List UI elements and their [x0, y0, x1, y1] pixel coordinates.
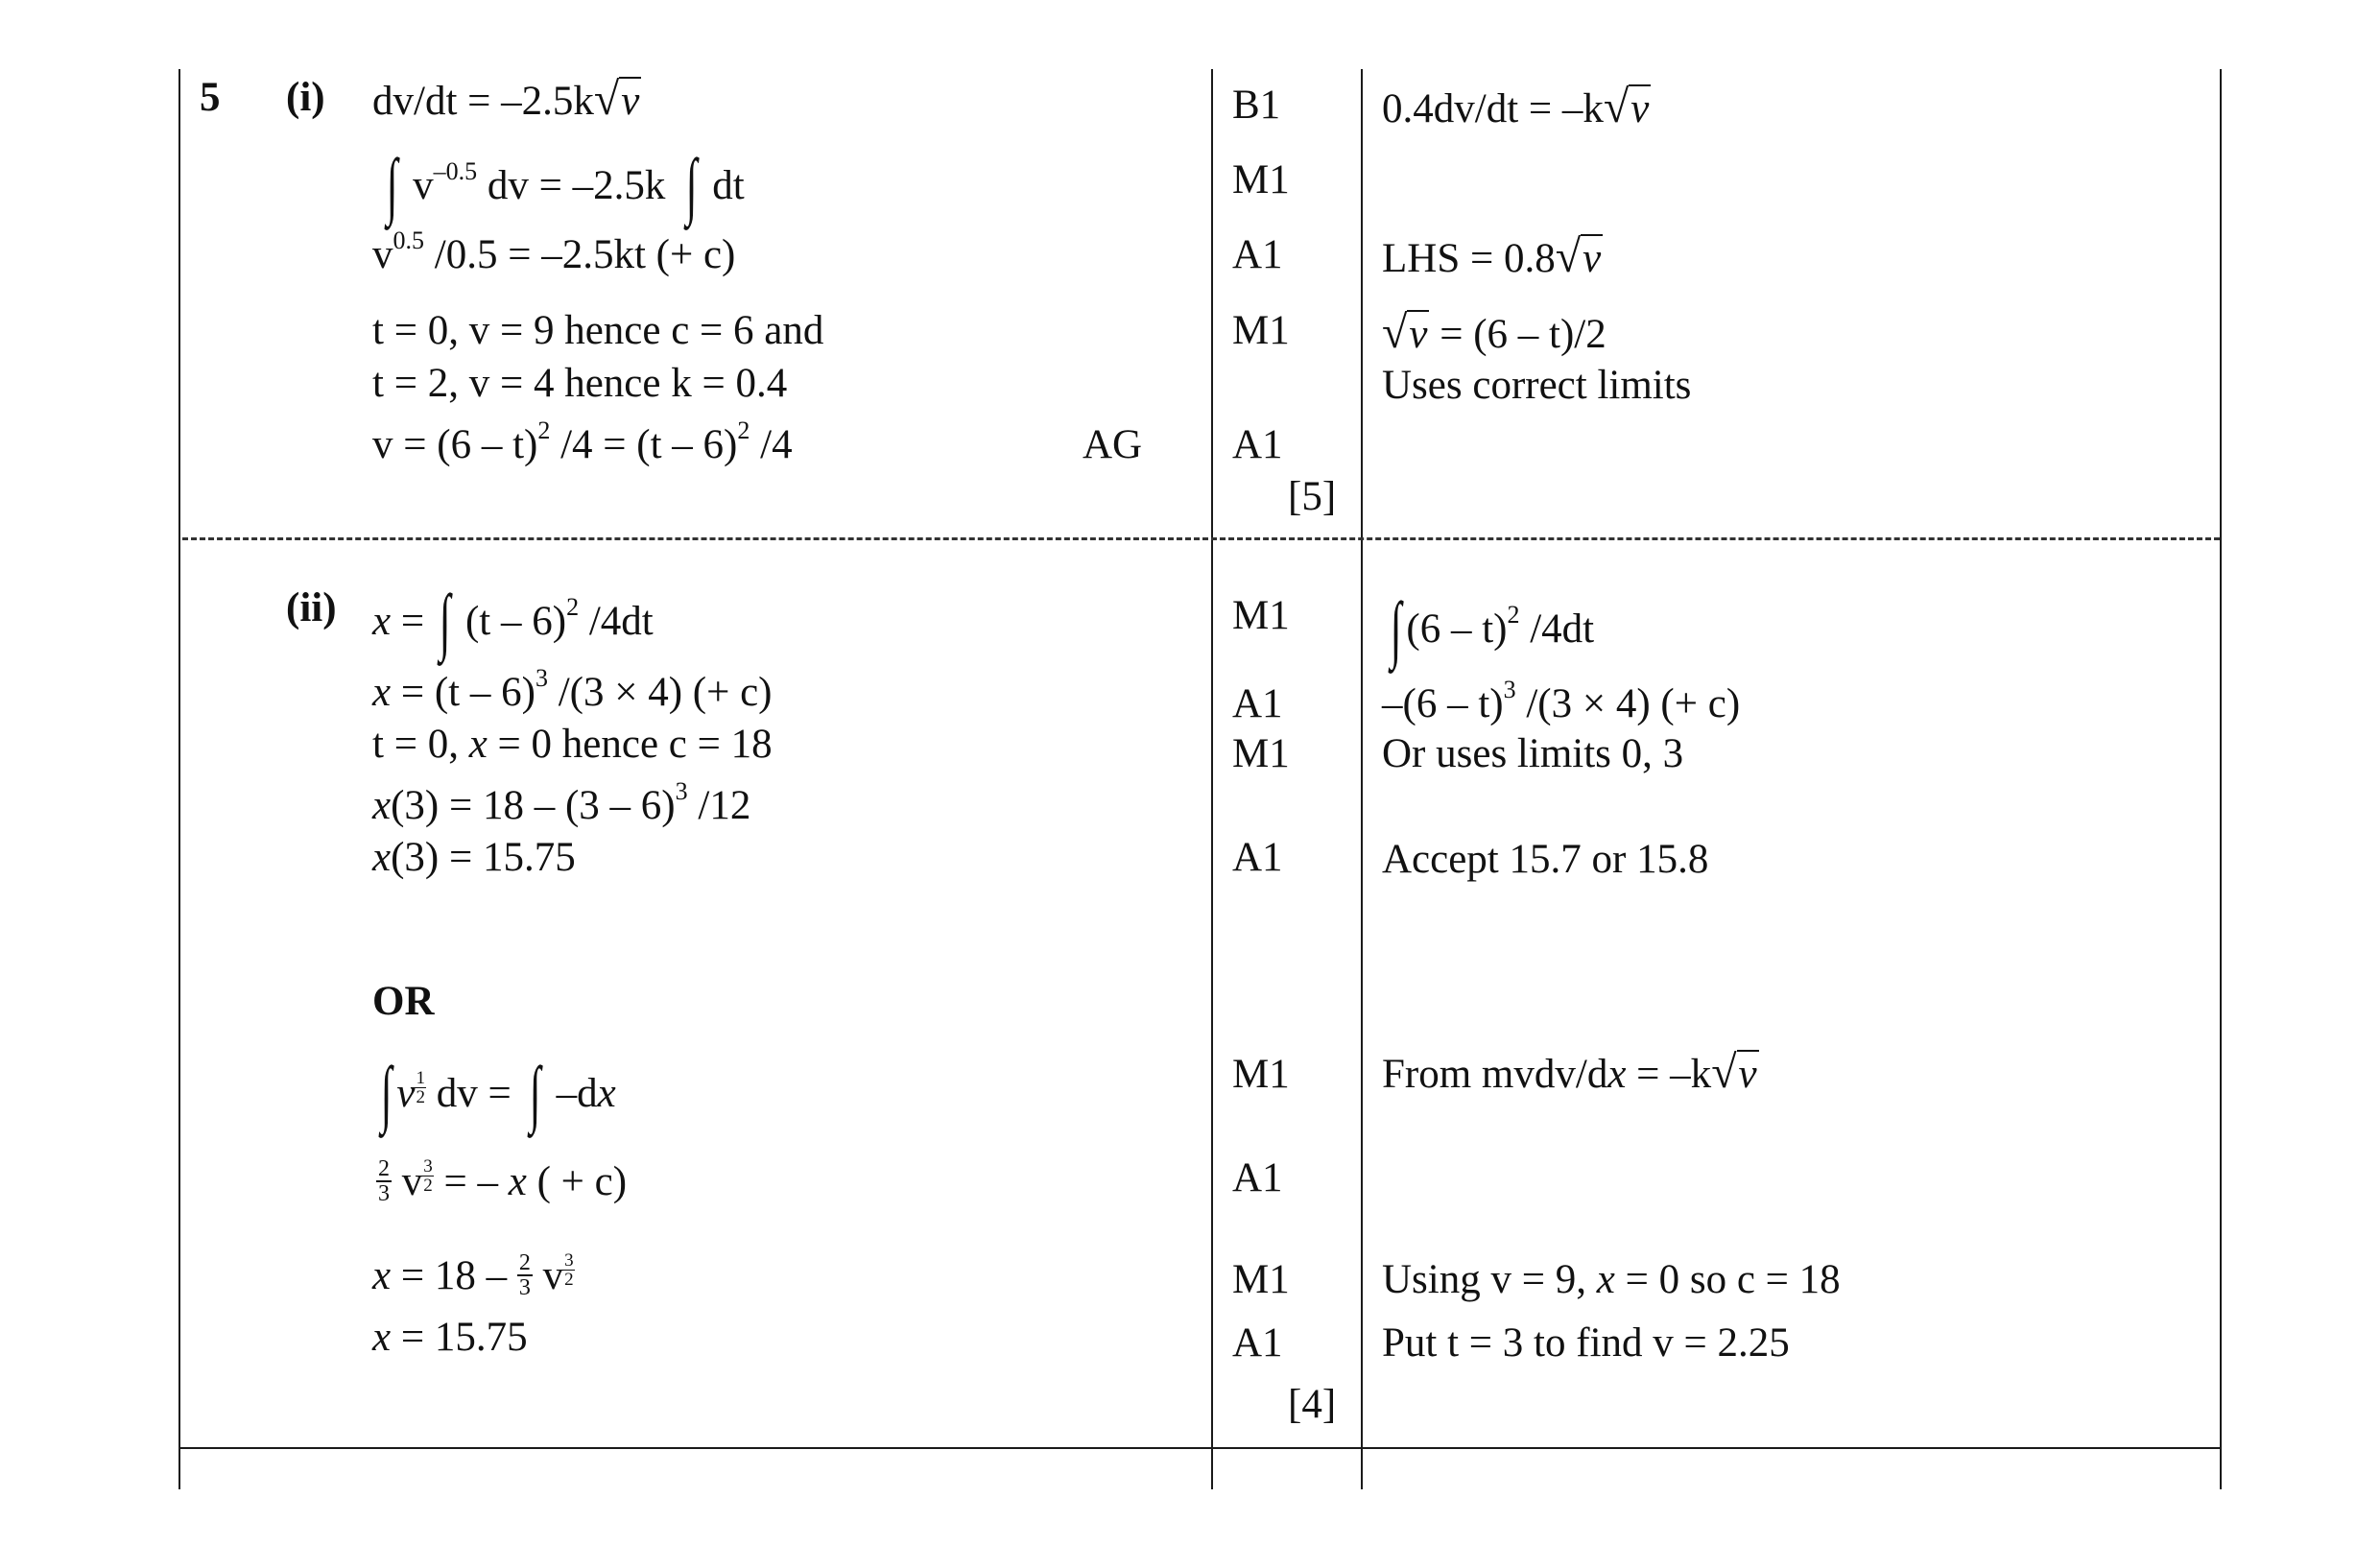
part-i-label: (i)	[286, 75, 325, 120]
part-divider	[182, 537, 2220, 540]
integral-symbol: ∫	[380, 1051, 393, 1134]
or-label: OR	[372, 979, 435, 1024]
answer-line: $v^{0.5}$ /0.5 = –2.5kt (+ c)	[372, 226, 736, 277]
mark: A1	[1232, 1320, 1283, 1366]
answer-line: x = 15.75	[372, 1315, 528, 1360]
mark: M1	[1232, 157, 1290, 202]
answer-line: t = 2, v = 4 hence k = 0.4	[372, 361, 788, 406]
bottom-rule	[178, 1447, 2222, 1449]
integral-symbol: ∫	[439, 579, 451, 662]
part-ii-total: [4]	[1288, 1382, 1337, 1427]
coefficient-fraction: $\frac{2}{3}$	[378, 1156, 390, 1207]
part-i-total: [5]	[1288, 474, 1337, 519]
guidance-line: Put t = 3 to find v = 2.25	[1382, 1320, 1790, 1366]
coefficient-fraction: $\frac{2}{3}$	[518, 1250, 531, 1301]
exponent-fraction: $\frac{1}{2}$	[416, 1068, 425, 1107]
exponent-fraction: $\frac{3}{2}$	[564, 1250, 574, 1290]
answer-line: $\frac{2}{3}$ v $\frac{3}{2}$ = – x ( + c)	[378, 1156, 628, 1207]
mark: M1	[1232, 593, 1290, 638]
sqrt-symbol: √v	[1555, 231, 1602, 282]
guidance-line: –(6 – t)$^3$ /(3 × 4) (+ c)	[1382, 676, 1741, 726]
integral-symbol: ∫	[685, 143, 698, 226]
marks-guidance-divider	[1361, 69, 1363, 1489]
answer-line: ∫ $v^{-0.5}$ dv = –2.5k ∫ dt	[386, 143, 745, 226]
answer-line: v = (6 – t)$^2$ /4 = (t – 6)$^2$ /4	[372, 416, 793, 467]
answer-given-label: AG	[1083, 422, 1143, 467]
answer-line: x = ∫ (t – 6)$^2$ /4dt	[372, 579, 654, 662]
mark: M1	[1232, 308, 1290, 353]
mark: B1	[1232, 83, 1281, 128]
answer-line: x = (t – 6)$^3$ /(3 × 4) (+ c)	[372, 664, 773, 715]
mark: A1	[1232, 681, 1283, 726]
guidance-line: Uses correct limits	[1382, 363, 1692, 408]
right-border	[2220, 69, 2222, 1489]
answer-line: dv/dt = –2.5k√v	[372, 74, 640, 125]
mark: M1	[1232, 1257, 1290, 1302]
integral-symbol: ∫	[530, 1051, 542, 1134]
answer-line: x = 18 – $\frac{2}{3}$ v $\frac{3}{2}$	[372, 1250, 574, 1301]
sqrt-symbol: √v	[593, 74, 640, 125]
left-border	[178, 69, 180, 1489]
guidance-line: Or uses limits 0, 3	[1382, 731, 1684, 776]
part-ii-label: (ii)	[286, 585, 337, 630]
mark: M1	[1232, 1052, 1290, 1097]
mark: A1	[1232, 232, 1283, 277]
mark: A1	[1232, 835, 1283, 880]
guidance-line: LHS = 0.8√v	[1382, 231, 1602, 282]
sqrt-symbol: √v	[1382, 307, 1428, 358]
guidance-line: √v = (6 – t)/2	[1382, 307, 1606, 358]
exponent-fraction: $\frac{3}{2}$	[423, 1156, 433, 1196]
guidance-line: Accept 15.7 or 15.8	[1382, 837, 1709, 882]
guidance-line: 0.4dv/dt = –k√v	[1382, 82, 1650, 132]
answer-line: x(3) = 18 – (3 – 6)$^3$ /12	[372, 777, 751, 828]
integral-symbol: ∫	[1390, 586, 1402, 670]
integral-symbol: ∫	[386, 143, 398, 226]
mark: M1	[1232, 731, 1290, 776]
guidance-line: Using v = 9, x = 0 so c = 18	[1382, 1257, 1841, 1302]
answer-line: x(3) = 15.75	[372, 835, 576, 880]
answer-marks-divider	[1211, 69, 1213, 1489]
mark: A1	[1232, 422, 1283, 467]
answer-line: t = 0, v = 9 hence c = 6 and	[372, 308, 824, 353]
sqrt-symbol: √v	[1711, 1047, 1757, 1098]
guidance-line: ∫ (6 – t)$^2$ /4dt	[1390, 586, 1595, 670]
answer-line: t = 0, x = 0 hence c = 18	[372, 722, 773, 767]
guidance-line: From mvdv/dx = –k√v	[1382, 1047, 1757, 1098]
sqrt-symbol: √v	[1603, 82, 1650, 132]
answer-line: ∫ v $\frac{1}{2}$ dv = ∫ –dx	[380, 1051, 616, 1134]
mark: A1	[1232, 1155, 1283, 1200]
question-number: 5	[200, 75, 221, 120]
